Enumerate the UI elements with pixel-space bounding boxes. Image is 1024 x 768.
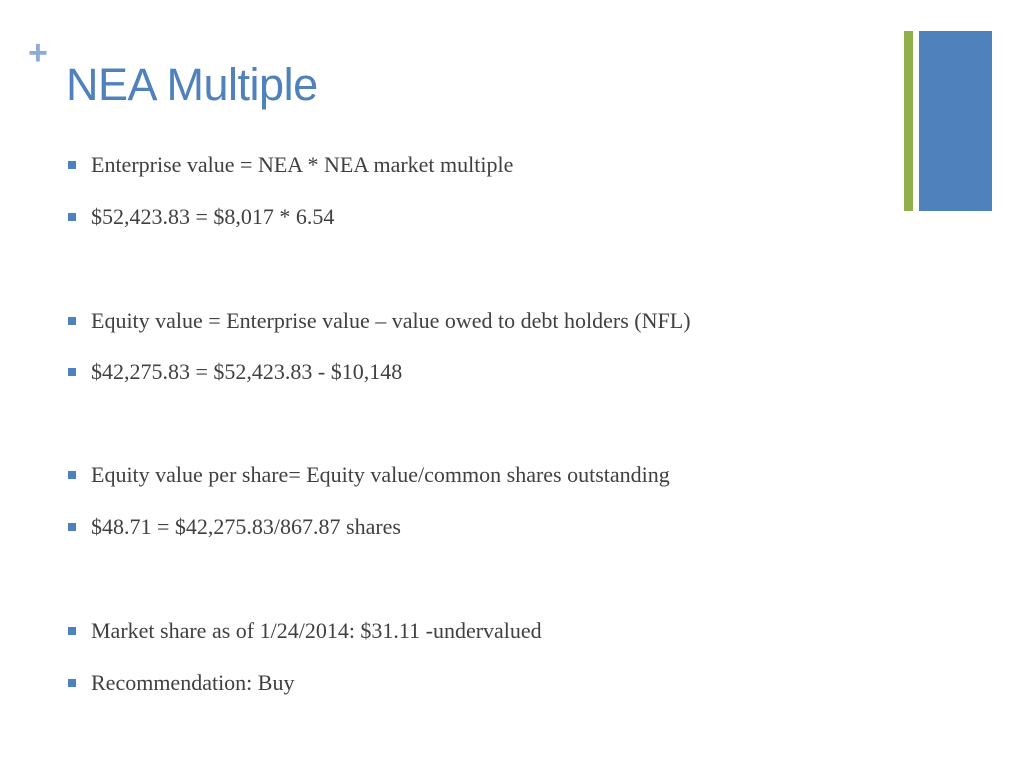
bullet-item — [68, 206, 334, 228]
bullet-text: Market share as of 1/24/2014: $31.11 -undervalued — [91, 618, 542, 643]
bullet-item — [68, 310, 691, 332]
bullet-square-icon — [68, 317, 76, 325]
bullet-square-icon — [68, 523, 76, 531]
bullet-square-icon — [68, 627, 76, 635]
bullet-item — [68, 516, 401, 538]
bullet-text: Recommendation: Buy — [91, 670, 295, 695]
bullet-item — [68, 672, 294, 694]
decorative-blue-block — [919, 31, 992, 211]
bullet-text: Equity value = Enterprise value – value owed to debt holders (NFL) — [91, 308, 691, 333]
plus-icon: + — [28, 34, 48, 72]
bullet-square-icon — [68, 213, 76, 221]
bullet-square-icon — [68, 471, 76, 479]
bullet-text: Equity value per share= Equity value/common shares outstanding — [91, 462, 670, 487]
bullet-text: $48.71 = $42,275.83/867.87 shares — [91, 514, 401, 539]
bullet-text: $52,423.83 = $8,017 * 6.54 — [91, 204, 335, 229]
bullet-square-icon — [68, 368, 76, 376]
bullet-square-icon — [68, 161, 76, 169]
decorative-green-bar — [904, 31, 913, 211]
bullet-item — [68, 154, 513, 176]
slide-title: NEA Multiple — [66, 59, 318, 110]
bullet-square-icon — [68, 679, 76, 687]
bullet-item — [68, 361, 402, 383]
bullet-text: $42,275.83 = $52,423.83 - $10,148 — [91, 359, 403, 384]
bullet-item — [68, 620, 542, 642]
bullet-text: Enterprise value = NEA * NEA market multiple — [91, 152, 514, 177]
bullet-item — [68, 464, 670, 486]
